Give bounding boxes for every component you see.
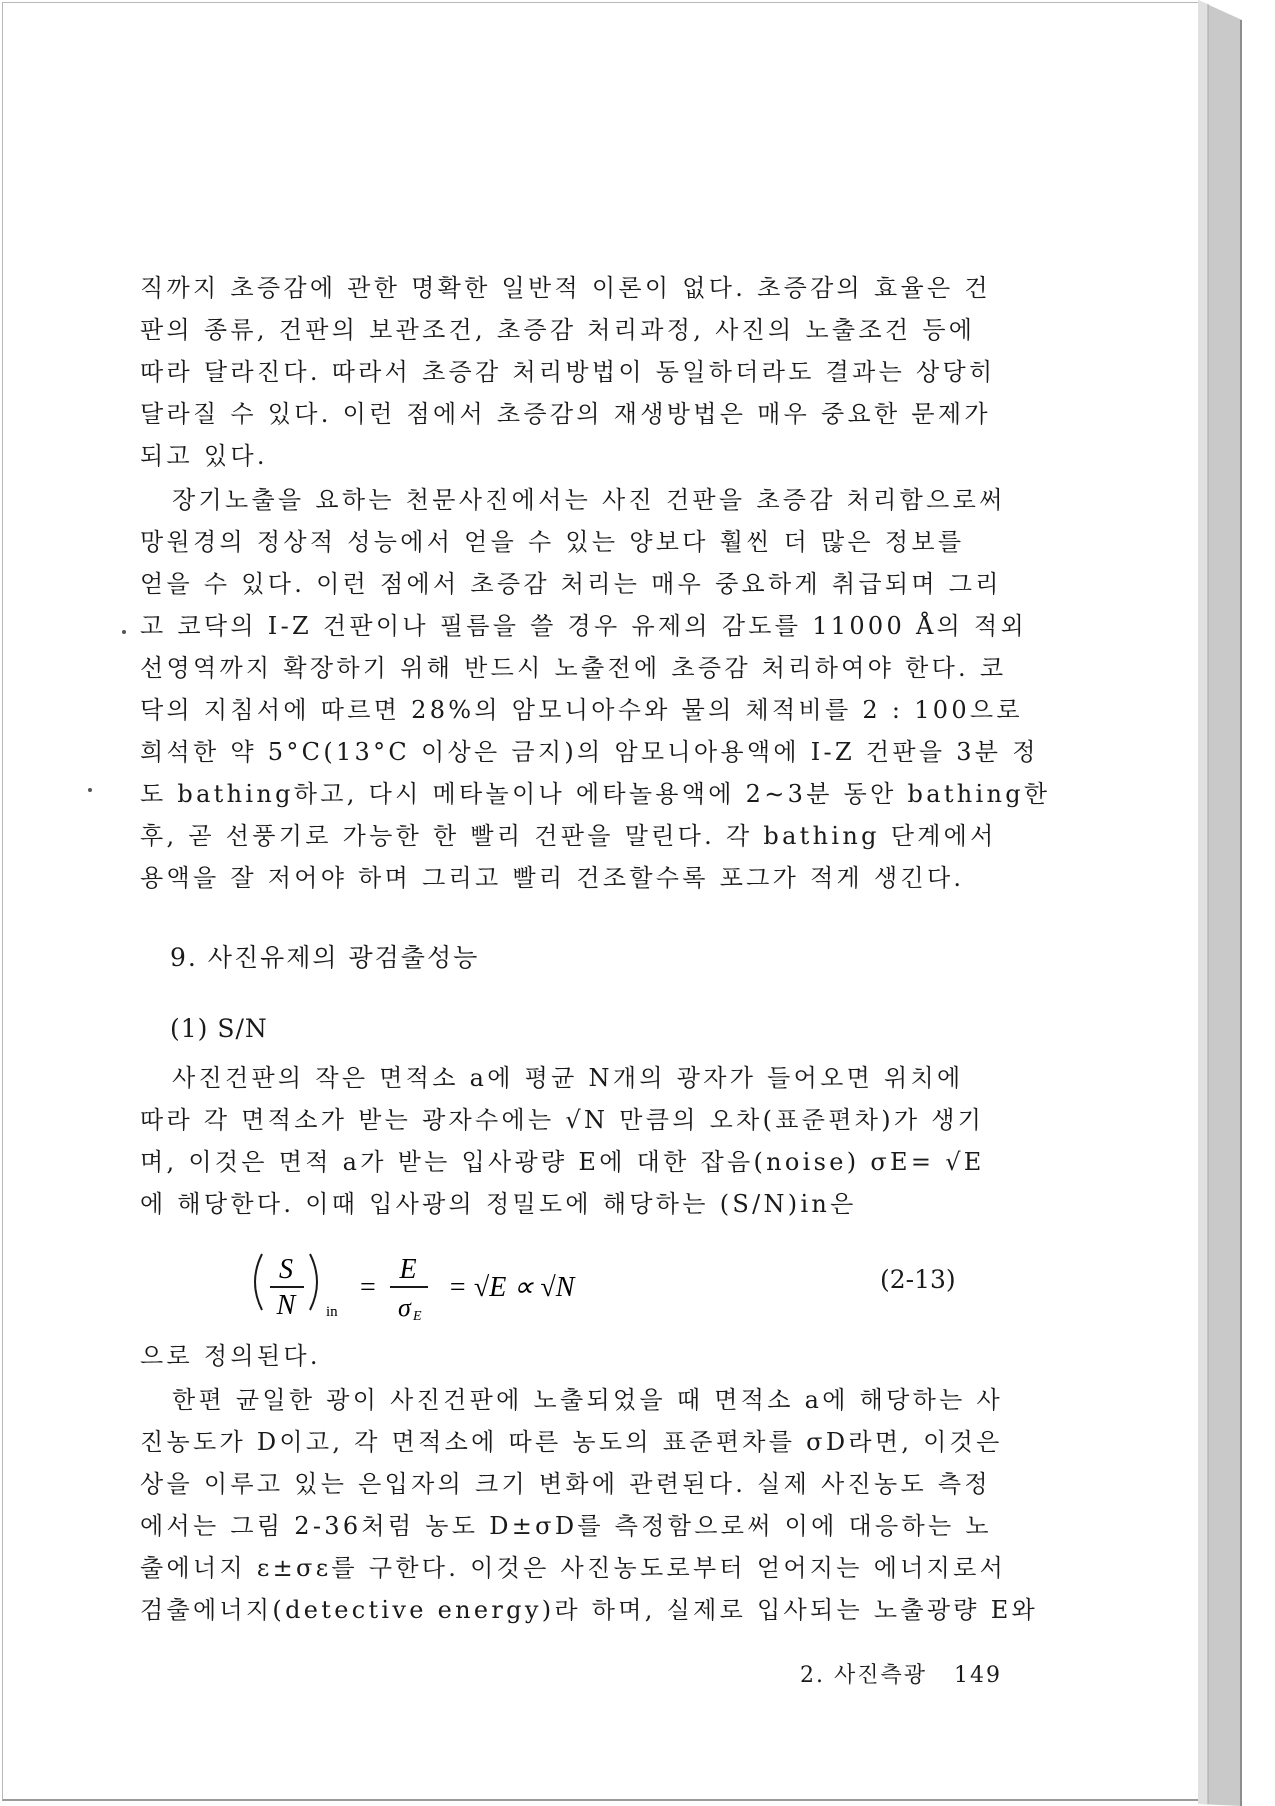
paragraph2-line: 망원경의 정상적 성능에서 얻을 수 있는 양보다 훨씬 더 많은 정보를 (140, 528, 965, 556)
paragraph5-line: 한편 균일한 광이 사진건판에 노출되었을 때 면적소 a에 해당하는 사 (172, 1386, 1004, 1414)
paragraph3-line: 며, 이것은 면적 a가 받는 입사광량 E에 대한 잡음(noise) σE= √E (140, 1148, 985, 1176)
eq-rhs-tail: = √E ∝ √N (448, 1272, 575, 1303)
paragraph5-line: 상을 이루고 있는 은입자의 크기 변화에 관련된다. 실제 사진농도 측정 (140, 1470, 991, 1498)
paragraph2-line: 얻을 수 있다. 이런 점에서 초증감 처리는 매우 중요하게 취급되며 그리 (140, 570, 1002, 598)
subsection-heading: (1) S/N (170, 1014, 268, 1043)
eq-lhs-numerator: S (279, 1254, 293, 1285)
print-speck (122, 630, 126, 634)
paragraph3-line: 따라 각 면적소가 받는 광자수에는 √N 만큼의 오차(표준편차)가 생기 (140, 1106, 985, 1134)
eq-rhs-denominator: σ (398, 1293, 411, 1322)
paragraph5-line: 검출에너지(detective energy)라 하며, 실제로 입사되는 노출광량 E와 (140, 1596, 1039, 1624)
paragraph1-line: 되고 있다. (140, 442, 268, 470)
page-edge-shadow (1198, 0, 1242, 1806)
eq-lhs-denominator: N (276, 1290, 296, 1321)
paragraph5-line: 출에너지 ε±σε를 구한다. 이것은 사진농도로부터 얻어지는 에너지로서 (140, 1554, 1007, 1582)
paragraph2-line: 장기노출을 요하는 천문사진에서는 사진 건판을 초증감 처리함으로써 (172, 486, 1006, 514)
equation-number: (2-13) (880, 1265, 956, 1294)
paragraph2-line: 닥의 지침서에 따르면 28%의 암모니아수와 물의 체적비를 2 : 100으로 (140, 696, 1023, 724)
paragraph2-line: 희석한 약 5°C(13°C 이상은 금지)의 암모니아용액에 I-Z 건판을 3분 정 (140, 738, 1039, 766)
paragraph2-line: 후, 곧 선풍기로 가능한 한 빨리 건판을 말린다. 각 bathing 단계에서 (140, 822, 997, 850)
section-heading: 9. 사진유제의 광검출성능 (170, 943, 480, 972)
paragraph2-line: 도 bathing하고, 다시 메타놀이나 에타놀용액에 2∼3분 동안 bathing한 (140, 780, 1051, 808)
eq-rhs-denominator-sub: E (413, 1309, 422, 1324)
print-speck (88, 788, 92, 792)
footer-page-number: 149 (954, 1663, 1002, 1688)
paragraph5-line: 진농도가 D이고, 각 면적소에 따른 농도의 표준편차를 σD라면, 이것은 (140, 1428, 1003, 1456)
paragraph2-line: 용액을 잘 저어야 하며 그리고 빨리 건조할수록 포그가 적게 생긴다. (140, 864, 965, 892)
paragraph1-line: 달라질 수 있다. 이런 점에서 초증감의 재생방법은 매우 중요한 문제가 (140, 400, 991, 428)
paragraph1-line: 직까지 초증감에 관한 명확한 일반적 이론이 없다. 초증감의 효율은 건 (140, 274, 991, 302)
paragraph5-line: 에서는 그림 2-36처럼 농도 D±σD를 측정함으로써 이에 대응하는 노 (140, 1512, 992, 1540)
eq-lhs-subscript: in (326, 1304, 338, 1320)
paragraph2-line: 선영역까지 확장하기 위해 반드시 노출전에 초증감 처리하여야 한다. 코 (140, 654, 1007, 682)
paragraph1-line: 판의 종류, 건판의 보관조건, 초증감 처리과정, 사진의 노출조건 등에 (140, 316, 976, 344)
equation-graphic (248, 1240, 668, 1330)
eq-equals-sign: = (360, 1272, 376, 1303)
paragraph3-line: 사진건판의 작은 면적소 a에 평균 N개의 광자가 들어오면 위치에 (172, 1064, 964, 1092)
paragraph3-line: 에 해당한다. 이때 입사광의 정밀도에 해당하는 (S/N)in은 (140, 1190, 857, 1218)
page-footer (800, 1658, 1002, 1689)
paragraph2-line: 고 코닥의 I-Z 건판이나 필름을 쓸 경우 유제의 감도를 11000 Å의 적외 (140, 612, 1027, 640)
paragraph4-line: 으로 정의된다. (140, 1342, 321, 1370)
paragraph1-line: 따라 달라진다. 따라서 초증감 처리방법이 동일하더라도 결과는 상당히 (140, 358, 996, 386)
footer-chapter: 2. 사진측광 (800, 1663, 927, 1688)
eq-rhs-numerator: E (399, 1254, 417, 1285)
